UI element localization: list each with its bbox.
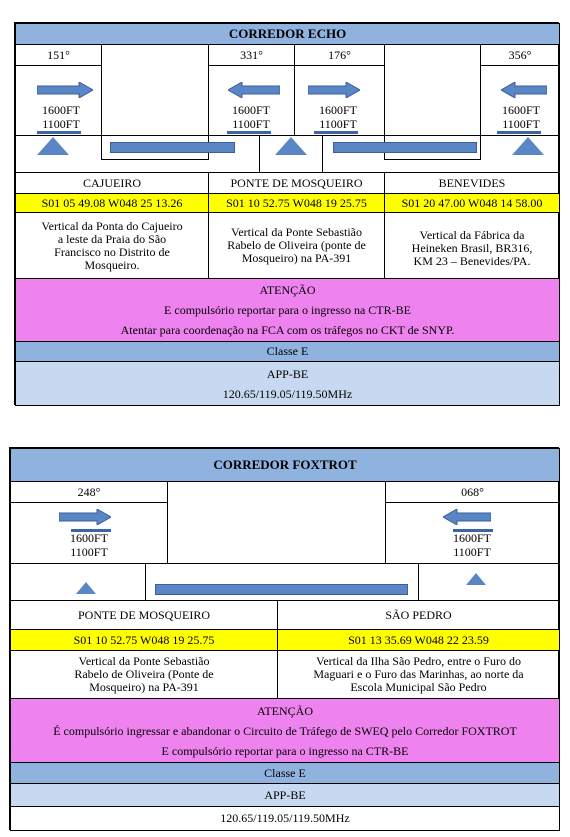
altitude-underline (227, 131, 271, 134)
desc-line: Mosqueiro) na PA-391 (241, 251, 352, 265)
echo-heading-4: 356° (480, 44, 560, 66)
foxtrot-altitude-2 (446, 531, 498, 559)
foxtrot-attention-box (10, 698, 560, 763)
echo-point-desc-2 (208, 212, 385, 279)
echo-altitude-4 (495, 103, 547, 131)
echo-point-name-3: BENEVIDES (384, 172, 560, 194)
desc-line: Francisco no Distrito de (54, 244, 170, 259)
echo-point-name-1: CAJUEIRO (15, 172, 209, 194)
foxtrot-altitude-1 (63, 531, 115, 559)
desc-line: Vertical da Ponte Sebastião (78, 654, 210, 668)
attention-line: E compulsório reportar para o ingresso na CTR-BE (164, 302, 411, 317)
echo-altitude-2 (225, 103, 277, 131)
altitude-upper: 1600FT (501, 103, 540, 117)
foxtrot-diagram-cell-3 (418, 563, 560, 601)
foxtrot-heading-1: 248° (10, 481, 168, 503)
desc-line: Vertical da Fábrica da (419, 228, 525, 242)
foxtrot-point-name-2: SÃO PEDRO (277, 600, 560, 630)
altitude-lower: 1100FT (232, 117, 270, 131)
altitude-lower: 1100FT (319, 117, 357, 131)
desc-line: Mosqueiro. (84, 257, 140, 272)
altitude-lower: 1100FT (70, 545, 108, 559)
foxtrot-heading-2: 068° (385, 481, 560, 503)
altitude-upper: 1600FT (69, 531, 108, 545)
echo-attention-box (15, 278, 560, 342)
foxtrot-point-coords-2: S01 13 35.69 W048 22 23.59 (277, 629, 560, 651)
altitude-underline (37, 131, 81, 134)
app-frequencies: 120.65/119.05/119.50MHz (222, 386, 353, 401)
triangle-marker-icon (512, 137, 544, 155)
arrow-left-icon (501, 82, 547, 98)
arrow-right-icon (308, 82, 360, 98)
arrow-left-icon (443, 509, 491, 525)
echo-point-coords-2: S01 10 52.75 W048 19 25.75 (208, 193, 385, 213)
foxtrot-title: CORREDOR FOXTROT (10, 448, 560, 482)
foxtrot-blank-1 (167, 481, 386, 564)
echo-title: CORREDOR ECHO (15, 23, 560, 45)
foxtrot-diagram-cell-2 (145, 563, 419, 601)
foxtrot-airspace-class: Classe E (10, 762, 560, 784)
foxtrot-app-name: APP-BE (10, 783, 560, 807)
altitude-lower: 1100FT (42, 117, 80, 131)
desc-line: Vertical da Ponta do Cajueiro (41, 218, 183, 233)
app-name: APP-BE (266, 366, 309, 381)
arrow-right-icon (59, 509, 111, 525)
corredor-echo-table (14, 22, 559, 405)
desc-line: Vertical da Ilha São Pedro, entre o Furo do (316, 654, 521, 668)
desc-line: Heineken Brasil, BR316, (411, 241, 533, 255)
altitude-upper: 1600FT (231, 103, 270, 117)
route-bar (155, 584, 408, 595)
altitude-underline (314, 131, 358, 134)
attention-line: E compulsório reportar para o ingresso na CTR-BE (161, 743, 409, 758)
echo-point-name-2: PONTE DE MOSQUEIRO (208, 172, 385, 194)
altitude-underline (497, 131, 541, 134)
arrow-right-icon (37, 82, 93, 98)
foxtrot-app-frequencies: 120.65/119.05/119.50MHz (10, 806, 560, 831)
desc-line: KM 23 – Benevides/PA. (413, 254, 531, 268)
desc-line: a leste da Praia do São (57, 231, 167, 246)
foxtrot-point-desc-1 (10, 650, 278, 699)
echo-heading-3: 176° (294, 44, 385, 66)
desc-line: Vertical da Ponte Sebastião (231, 225, 362, 239)
echo-heading-2: 331° (208, 44, 295, 66)
echo-point-desc-1 (15, 212, 209, 279)
triangle-marker-icon (76, 582, 96, 594)
altitude-lower: 1100FT (502, 117, 540, 131)
echo-point-coords-1: S01 05 49.08 W048 25 13.26 (15, 193, 209, 213)
triangle-marker-icon (37, 137, 69, 155)
echo-heading-1: 151° (15, 44, 102, 66)
altitude-lower: 1100FT (453, 545, 491, 559)
arrow-left-icon (228, 82, 280, 98)
attention-line: Atentar para coordenação na FCA com os tráfegos no CKT de SNYP. (120, 322, 455, 337)
echo-point-coords-3: S01 20 47.00 W048 14 58.00 (384, 193, 560, 213)
echo-altitude-3 (312, 103, 364, 131)
desc-line: Mosqueiro) na PA-391 (89, 680, 199, 694)
desc-line: Escola Municipal São Pedro (350, 680, 487, 694)
echo-point-desc-3 (384, 212, 560, 279)
foxtrot-point-name-1: PONTE DE MOSQUEIRO (10, 600, 278, 630)
corredor-foxtrot-table (9, 447, 559, 830)
altitude-upper: 1600FT (318, 103, 357, 117)
echo-altitude-1 (35, 103, 87, 131)
triangle-marker-icon (466, 573, 486, 585)
echo-airspace-class: Classe E (15, 341, 560, 362)
attention-title: ATENÇÃO (257, 703, 313, 718)
route-bar (110, 142, 235, 153)
attention-line: É compulsório ingressar e abandonar o Circuito de Tráfego de SWEQ pelo Corredor FOXTROT (53, 723, 517, 738)
foxtrot-point-coords-1: S01 10 52.75 W048 19 25.75 (10, 629, 278, 651)
desc-line: Rabelo de Oliveira (ponte de (227, 238, 366, 252)
attention-title: ATENÇÃO (259, 283, 316, 297)
triangle-marker-icon (275, 137, 307, 155)
altitude-upper: 1600FT (41, 103, 80, 117)
desc-line: Maguari e o Furo das Marinhas, ao norte da (313, 667, 524, 681)
desc-line: Rabelo de Oliveira (Ponte de (74, 667, 214, 681)
echo-app-box (15, 361, 560, 406)
foxtrot-point-desc-2 (277, 650, 560, 699)
route-bar (333, 142, 477, 153)
altitude-upper: 1600FT (452, 531, 491, 545)
